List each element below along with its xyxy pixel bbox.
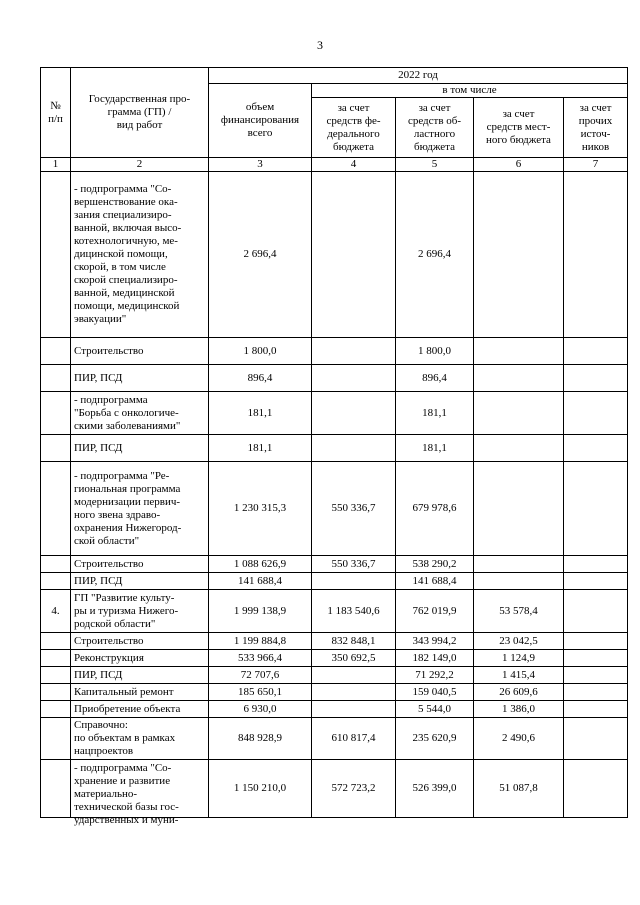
row-other (564, 435, 628, 462)
row-other (564, 760, 628, 818)
row-total: 181,1 (209, 435, 312, 462)
row-name: - подпрограмма "Ре- гиональная программа модернизации первич- ного звена здраво- охранения Нижегород- ской области" (71, 462, 209, 556)
row-name: Справочно: по объектам в рамках нацпроектов (71, 718, 209, 760)
row-local (474, 435, 564, 462)
row-total: 6 930,0 (209, 701, 312, 718)
row-number (41, 650, 71, 667)
row-name-text: - подпрограмма "Со- хранение и развитие материально- технической базы гос- ударственных и муни- (74, 762, 179, 826)
row-federal: 572 723,2 (312, 760, 396, 818)
row-name: Строительство (71, 556, 209, 573)
row-total: 72 707,6 (209, 667, 312, 684)
row-other (564, 684, 628, 701)
table-row (41, 650, 628, 667)
row-other (564, 650, 628, 667)
row-federal: 550 336,7 (312, 462, 396, 556)
row-local: 23 042,5 (474, 633, 564, 650)
row-total: 1 150 210,0 (209, 760, 312, 818)
col-number: 1 (41, 158, 71, 172)
row-regional: 181,1 (396, 435, 474, 462)
row-regional: 141 688,4 (396, 573, 474, 590)
header-federal: за счет средств фе- дерального бюджета (312, 98, 396, 158)
row-other (564, 392, 628, 435)
row-local: 53 578,4 (474, 590, 564, 633)
row-number (41, 684, 71, 701)
row-regional: 2 696,4 (396, 172, 474, 338)
row-local (474, 462, 564, 556)
row-federal (312, 435, 396, 462)
header-regional: за счет средств об- ластного бюджета (396, 98, 474, 158)
row-total: 1 199 884,8 (209, 633, 312, 650)
row-other (564, 667, 628, 684)
row-other (564, 718, 628, 760)
table-row (41, 556, 628, 573)
row-name: ГП "Развитие культу- ры и туризма Нижего- родской области" (71, 590, 209, 633)
col-number: 6 (474, 158, 564, 172)
row-local: 1 415,4 (474, 667, 564, 684)
row-regional: 181,1 (396, 392, 474, 435)
row-number (41, 573, 71, 590)
table-row (41, 172, 628, 338)
table-row (41, 365, 628, 392)
row-federal (312, 338, 396, 365)
row-number (41, 172, 71, 338)
row-local (474, 556, 564, 573)
row-name: Приобретение объекта (71, 701, 209, 718)
row-name (71, 760, 209, 826)
row-total: 2 696,4 (209, 172, 312, 338)
row-local (474, 392, 564, 435)
row-regional: 235 620,9 (396, 718, 474, 760)
row-other (564, 172, 628, 338)
row-regional: 679 978,6 (396, 462, 474, 556)
row-number (41, 718, 71, 760)
row-total: 896,4 (209, 365, 312, 392)
row-number (41, 701, 71, 718)
row-number: 4. (41, 590, 71, 633)
row-total: 533 966,4 (209, 650, 312, 667)
row-other (564, 462, 628, 556)
row-regional: 159 040,5 (396, 684, 474, 701)
table-row (41, 760, 628, 818)
row-local (474, 573, 564, 590)
page-number: 3 (317, 38, 323, 52)
header-program: Государственная про- грамма (ГП) / вид работ (71, 68, 209, 158)
row-number (41, 435, 71, 462)
row-federal (312, 365, 396, 392)
table-row (41, 701, 628, 718)
row-total: 181,1 (209, 392, 312, 435)
financing-table (40, 67, 628, 826)
table-row (41, 718, 628, 760)
row-regional: 896,4 (396, 365, 474, 392)
row-federal: 550 336,7 (312, 556, 396, 573)
table-row (41, 590, 628, 633)
row-name: Капитальный ремонт (71, 684, 209, 701)
row-local: 1 124,9 (474, 650, 564, 667)
row-name: Строительство (71, 633, 209, 650)
row-federal (312, 172, 396, 338)
col-number: 3 (209, 158, 312, 172)
header-row-year (41, 68, 628, 84)
row-other (564, 633, 628, 650)
header-num: № п/п (41, 68, 71, 158)
row-regional: 343 994,2 (396, 633, 474, 650)
row-other (564, 365, 628, 392)
table-row (41, 392, 628, 435)
col-number: 5 (396, 158, 474, 172)
row-number (41, 556, 71, 573)
row-federal (312, 392, 396, 435)
row-other (564, 701, 628, 718)
row-number (41, 338, 71, 365)
table-row (41, 462, 628, 556)
row-regional: 762 019,9 (396, 590, 474, 633)
row-total: 1 230 315,3 (209, 462, 312, 556)
row-regional: 5 544,0 (396, 701, 474, 718)
row-name: - подпрограмма "Со- вершенствование ока- зания специализиро- ванной, включая высо- котехнологичную, ме- дицинской помощи, скорой, в том числе скорой специализиро- ванной, медицинской помощи, медицинской эвакуации" (71, 172, 209, 338)
row-name: ПИР, ПСД (71, 435, 209, 462)
table-row (41, 667, 628, 684)
row-total: 185 650,1 (209, 684, 312, 701)
row-federal (312, 573, 396, 590)
row-other (564, 590, 628, 633)
row-number (41, 392, 71, 435)
table-body (41, 68, 628, 826)
row-other (564, 556, 628, 573)
row-name: ПИР, ПСД (71, 667, 209, 684)
row-number (41, 462, 71, 556)
row-number (41, 667, 71, 684)
table-row (41, 633, 628, 650)
row-total: 1 088 626,9 (209, 556, 312, 573)
row-name: ПИР, ПСД (71, 365, 209, 392)
row-number (41, 760, 71, 818)
row-local: 1 386,0 (474, 701, 564, 718)
row-regional: 538 290,2 (396, 556, 474, 573)
row-regional: 526 399,0 (396, 760, 474, 818)
row-local: 51 087,8 (474, 760, 564, 818)
header-other: за счет прочих источ- ников (564, 98, 628, 158)
row-federal (312, 701, 396, 718)
header-local: за счет средств мест- ного бюджета (474, 98, 564, 158)
row-federal: 1 183 540,6 (312, 590, 396, 633)
row-name: - подпрограмма "Борьба с онкологиче- скими заболеваниями" (71, 392, 209, 435)
column-number-row (41, 158, 628, 172)
row-other (564, 338, 628, 365)
row-name: Строительство (71, 338, 209, 365)
row-local (474, 172, 564, 338)
row-local (474, 338, 564, 365)
row-number (41, 633, 71, 650)
table-row (41, 684, 628, 701)
col-number: 4 (312, 158, 396, 172)
row-federal (312, 667, 396, 684)
row-total: 1 800,0 (209, 338, 312, 365)
row-total: 1 999 138,9 (209, 590, 312, 633)
row-other (564, 573, 628, 590)
row-federal: 610 817,4 (312, 718, 396, 760)
row-regional: 71 292,2 (396, 667, 474, 684)
row-total: 848 928,9 (209, 718, 312, 760)
row-regional: 1 800,0 (396, 338, 474, 365)
header-year: 2022 год (209, 68, 628, 84)
header-total: объем финансирования всего (209, 84, 312, 158)
row-federal (312, 684, 396, 701)
row-regional: 182 149,0 (396, 650, 474, 667)
row-federal: 350 692,5 (312, 650, 396, 667)
row-number (41, 365, 71, 392)
table-row (41, 338, 628, 365)
col-number: 7 (564, 158, 628, 172)
row-total: 141 688,4 (209, 573, 312, 590)
row-federal: 832 848,1 (312, 633, 396, 650)
row-local (474, 365, 564, 392)
row-local: 26 609,6 (474, 684, 564, 701)
row-name: Реконструкция (71, 650, 209, 667)
table-row (41, 573, 628, 590)
row-name: ПИР, ПСД (71, 573, 209, 590)
col-number: 2 (71, 158, 209, 172)
row-local: 2 490,6 (474, 718, 564, 760)
header-incl: в том числе (312, 84, 628, 98)
table-row (41, 435, 628, 462)
